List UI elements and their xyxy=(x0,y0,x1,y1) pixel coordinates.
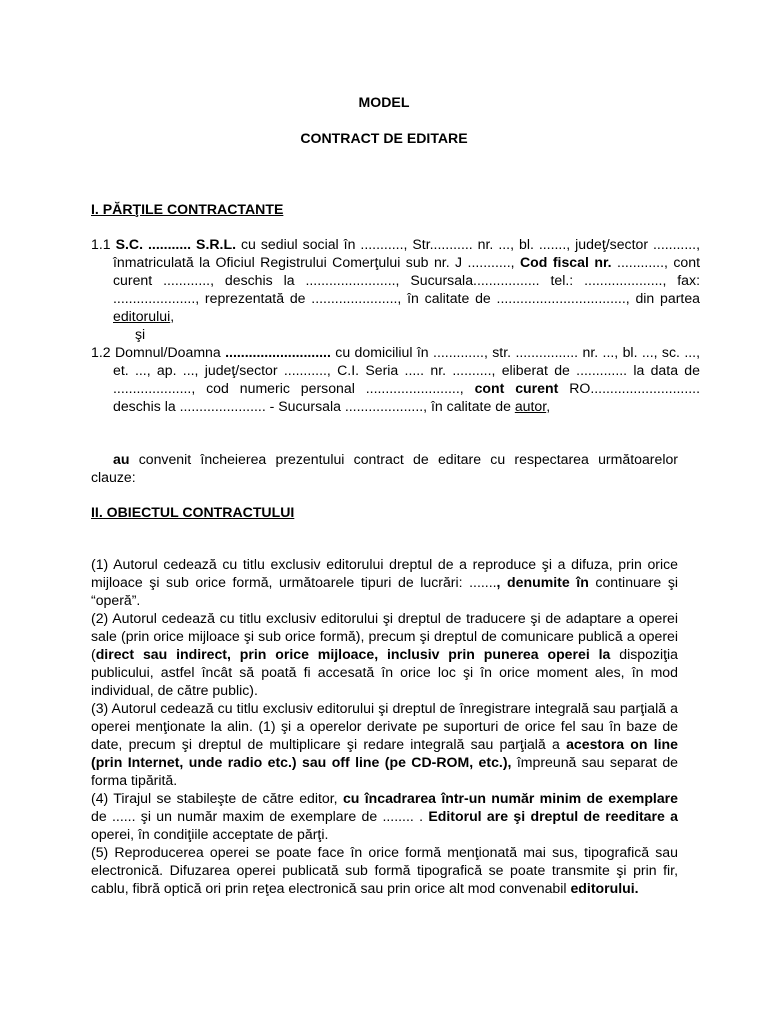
agreement-paragraph xyxy=(91,450,678,486)
clause-2-2-text: (2) Autorul cedează cu titlu exclusiv editorului şi dreptul de traducere şi de adaptare a operei sale (prin orice mijloace şi sub orice formă), precum şi dreptul de comunicare publică a operei ( xyxy=(91,610,678,662)
clause-2-1-end: continuare şi “operă”. xyxy=(91,574,679,608)
section-heading-object: II. OBIECTUL CONTRACTULUI xyxy=(91,504,295,520)
clause-2-3-bold: acestora on line (prin Internet, unde radio etc.) sau off line (pe CD-ROM, etc.), xyxy=(91,736,678,770)
clause-1-1-text-1: cu sediul social în ..........., Str........... nr. ..., bl. ......., judeţ/sector ..........., înmatriculată la Oficiul Registrului Comerţului sub nr. J ..........., xyxy=(113,236,700,270)
doc-title-contract: CONTRACT DE EDITARE xyxy=(300,130,468,146)
author-name-blank: ........................... xyxy=(225,344,331,360)
clause-1-1-end: , xyxy=(170,308,175,324)
object-clauses xyxy=(91,555,678,897)
agreement-bold: au xyxy=(113,451,130,467)
clause-2-5-text: (5) Reproducerea operei se poate face în orice formă menţionată mai sus, tipografică sau electronică. Difuzarea operei publicată sub formă tipografică se poate transmite şi prin fir, cablu, fibră optică ori prin reţea electronică sau prin orice alt mod convenabil xyxy=(91,844,678,896)
clause-2-3 xyxy=(91,699,678,789)
author-term: autor xyxy=(514,398,547,414)
clause-2-4-mid: de ...... şi un număr maxim de exemplare de ........ . xyxy=(91,808,429,824)
editor-term: editorului xyxy=(113,308,171,324)
clause-2-1-text: (1) Autorul cedează cu titlu exclusiv editorului dreptul de a reproduce şi a difuza, prin orice mijloace şi sub orice formă, următoarele tipuri de lucrări: ....... xyxy=(91,556,678,590)
and-conjunction: şi xyxy=(135,326,146,342)
bank-account-label: cont curent xyxy=(474,380,559,396)
clause-2-1-bold: , denumite în xyxy=(496,574,589,590)
clause-1-2-prefix: 1.2 Domnul/Doamna xyxy=(91,344,226,360)
doc-title-model: MODEL xyxy=(358,94,410,110)
clause-1-2 xyxy=(91,343,700,415)
clause-1-2-text-2: RO............................ deschis la ...................... - Sucursala ...................., în calitate de xyxy=(113,380,700,414)
clause-2-2 xyxy=(91,609,678,699)
clause-2-3-end: împreună sau separat de forma tipărită. xyxy=(91,754,678,788)
clause-2-3-text: (3) Autorul cedează cu titlu exclusiv editorului şi dreptul de înregistrare integrală sau parţială a operei menţionate la alin. (1) şi a operelor derivate pe suporturi de orice fel sau în baze de date, precum şi dreptul de multiplicare şi redare integrală sau parţială a xyxy=(91,700,678,752)
clause-1-2-end: , xyxy=(546,398,551,414)
company-name: S.C. ........... S.R.L. xyxy=(115,236,236,252)
clause-2-2-bold: direct sau indirect, prin orice mijloace, inclusiv prin punerea operei la xyxy=(95,646,611,662)
clause-2-2-end: dispoziţia publicului, astfel încât să poată fi accesată în orice loc şi în orice moment ales, în mod individual, de către public). xyxy=(91,646,678,698)
agreement-text: convenit încheierea prezentului contract de editare cu respectarea următoarelor clauze: xyxy=(91,451,678,485)
clause-2-5 xyxy=(91,843,678,897)
clause-1-1 xyxy=(91,235,700,343)
clause-1-1-prefix: 1.1 xyxy=(91,236,116,252)
clause-2-4-text: (4) Tirajul se stabileşte de către editor, xyxy=(91,790,343,806)
clause-2-4 xyxy=(91,789,678,843)
fiscal-code-label: Cod fiscal nr. xyxy=(520,254,612,270)
clause-1-2-text-1: cu domiciliul în ............., str. ................ nr. ..., bl. ..., sc. ..., et. ..., ap. ..., judeţ/sector ..........., C.I. Seria ..... nr. .........., eliberat de ............. la data de ...................., cod numeric personal ........................, xyxy=(113,344,700,396)
clause-1-1-text-2: ............, cont curent ............, deschis la ......................., Sucursala................. tel.: ...................., fax: ....................., reprezentată de ......................, în calitate de ................................., din partea xyxy=(113,254,701,306)
clause-2-4-bold-1: cu încadrarea într-un număr minim de exemplare xyxy=(342,790,679,806)
clause-2-4-bold-2: Editorul are şi dreptul de reeditare a xyxy=(428,808,678,824)
clause-2-4-end: operei, în condiţiile acceptate de părţi. xyxy=(91,826,329,842)
clause-2-1 xyxy=(91,555,678,609)
section-heading-parties: I. PĂRŢILE CONTRACTANTE xyxy=(91,201,284,217)
clause-2-5-bold: editorului. xyxy=(570,880,639,896)
